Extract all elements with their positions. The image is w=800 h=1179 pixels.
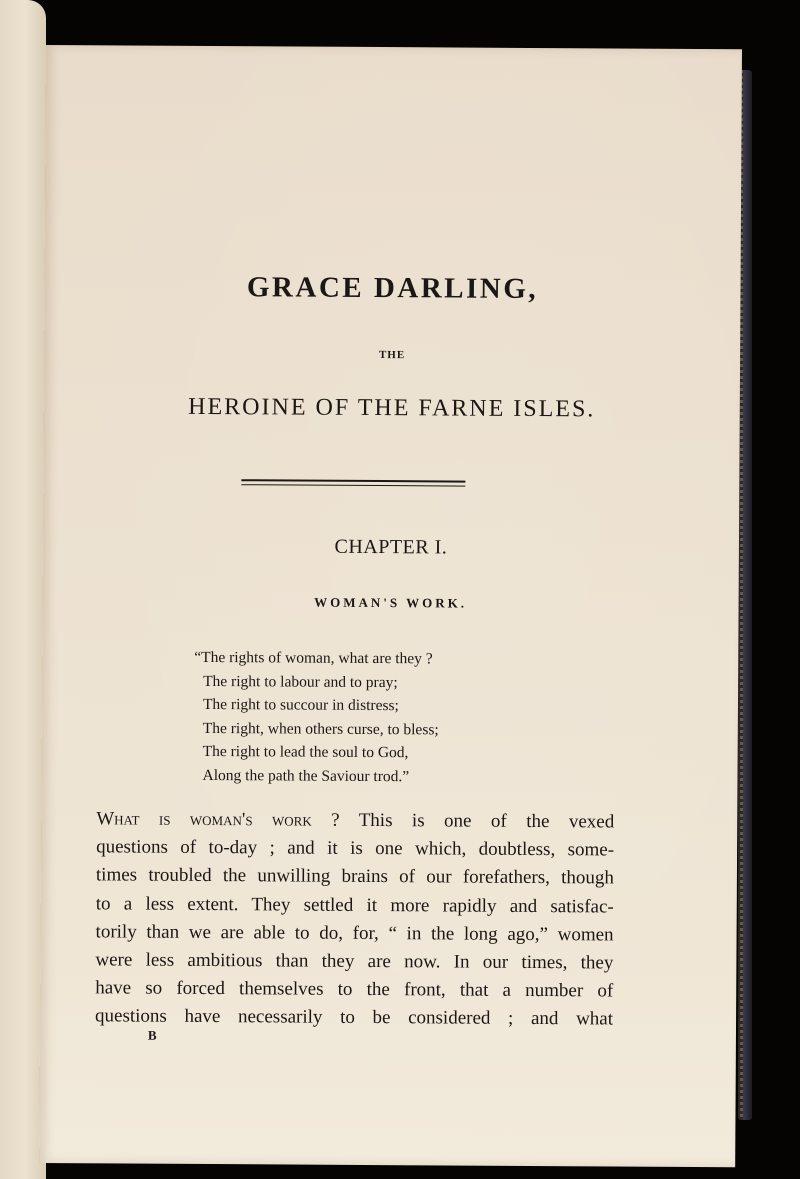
epigraph-poem: [193, 646, 439, 788]
body-paragraph: [95, 805, 614, 1034]
book-page: [39, 45, 742, 1167]
body-line: questions of to-day ; and it is one which, doubtless, some-: [96, 836, 615, 861]
signature-mark: B: [147, 1027, 157, 1043]
epigraph-line: The right, when others curse, to bless;: [202, 719, 439, 738]
body-line: questions have necessarily to be considered ; and what: [95, 1005, 614, 1030]
book-subtitle: HEROINE OF THE FARNE ISLES.: [188, 393, 596, 423]
body-line: times troubled the unwilling brains of our forefathers, though: [95, 864, 614, 889]
body-line: to a less extent. They settled it more rapidly and satisfac-: [95, 892, 614, 918]
body-line: torily than we are able to do, for, “ in the long ago,” women: [95, 921, 614, 946]
epigraph-line: The right to succour in distress;: [202, 695, 399, 715]
body-line: were less ambitious than they are now. In our times, they: [95, 949, 614, 974]
epigraph-line: Along the path the Saviour trod.”: [202, 766, 410, 785]
opening-smallcaps: What is woman's work ?: [96, 808, 340, 831]
chapter-heading: WOMAN'S WORK.: [314, 594, 468, 611]
title-divider-rule: [241, 479, 465, 486]
epigraph-line: “The rights of woman, what are they ?: [194, 648, 433, 668]
chapter-number: CHAPTER I.: [334, 535, 448, 559]
title-connector: THE: [378, 349, 406, 362]
body-line-text: This is one of the vexed: [339, 809, 615, 833]
epigraph-line: The right to labour and to pray;: [203, 672, 398, 691]
facing-left-page-edge: [0, 0, 46, 1179]
body-line: [96, 805, 614, 836]
body-line: have so forced themselves to the front, that a number of: [95, 977, 614, 1002]
epigraph-line: The right to lead the soul to God,: [202, 742, 409, 762]
book-title: GRACE DARLING,: [246, 271, 539, 306]
